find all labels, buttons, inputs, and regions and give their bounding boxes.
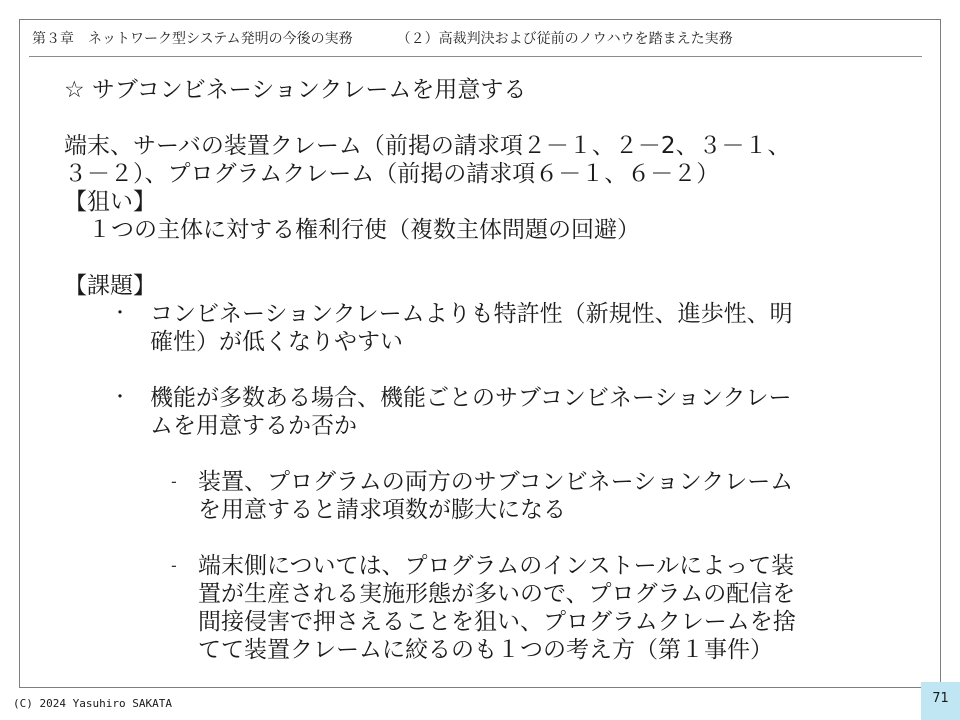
sub-item-1-line-2: を用意すると請求項数が膨大になる bbox=[198, 497, 566, 523]
slide-heading: ☆ サブコンビネーションクレームを用意する bbox=[64, 77, 527, 103]
issue-1-line-2: 確性）が低くなりやすい bbox=[150, 329, 403, 355]
claims-line-2: ３－２）、プログラムクレーム（前掲の請求項６－１、６－２） bbox=[64, 161, 720, 187]
sub-item-2-line-2: 置が生産される実施形態が多いので、プログラムの配信を bbox=[198, 581, 796, 607]
issues-label: 【課題】 bbox=[64, 273, 156, 299]
issue-1-line-1: コンビネーションクレームよりも特許性（新規性、進歩性、明 bbox=[150, 301, 793, 327]
header-divider bbox=[29, 56, 922, 57]
bullet-marker: ・ bbox=[111, 387, 129, 408]
page-number: 71 bbox=[921, 682, 960, 720]
copyright-notice: (C) 2024 Yasuhiro SAKATA bbox=[13, 697, 172, 710]
slide-header bbox=[32, 29, 733, 49]
section-title: （２）高裁判決および従前のノウハウを踏まえた実務 bbox=[396, 31, 733, 47]
issue-2-line-1: 機能が多数ある場合、機能ごとのサブコンビネーションクレー bbox=[150, 385, 792, 411]
sub-bullet-marker: - bbox=[171, 556, 177, 575]
chapter-title: 第３章 ネットワーク型システム発明の今後の実務 bbox=[32, 31, 353, 47]
aim-text: １つの主体に対する権利行使（複数主体問題の回避） bbox=[88, 217, 640, 243]
sub-item-1-line-1: 装置、プログラムの両方のサブコンビネーションクレーム bbox=[198, 469, 794, 495]
sub-bullet-marker: - bbox=[171, 472, 177, 491]
claims-line-1: 端末、サーバの装置クレーム（前掲の請求項２－１、２－2、３－１、 bbox=[64, 133, 791, 159]
aim-label: 【狙い】 bbox=[64, 189, 156, 215]
sub-item-2-line-1: 端末側については、プログラムのインストールによって装 bbox=[198, 553, 795, 579]
bullet-marker: ・ bbox=[111, 303, 129, 324]
sub-item-2-line-3: 間接侵害で押さえることを狙い、プログラムクレームを捨 bbox=[198, 609, 796, 635]
sub-item-2-line-4: てて装置クレームに絞るのも１つの考え方（第１事件） bbox=[198, 637, 773, 663]
issue-2-line-2: ムを用意するか否か bbox=[150, 413, 357, 439]
